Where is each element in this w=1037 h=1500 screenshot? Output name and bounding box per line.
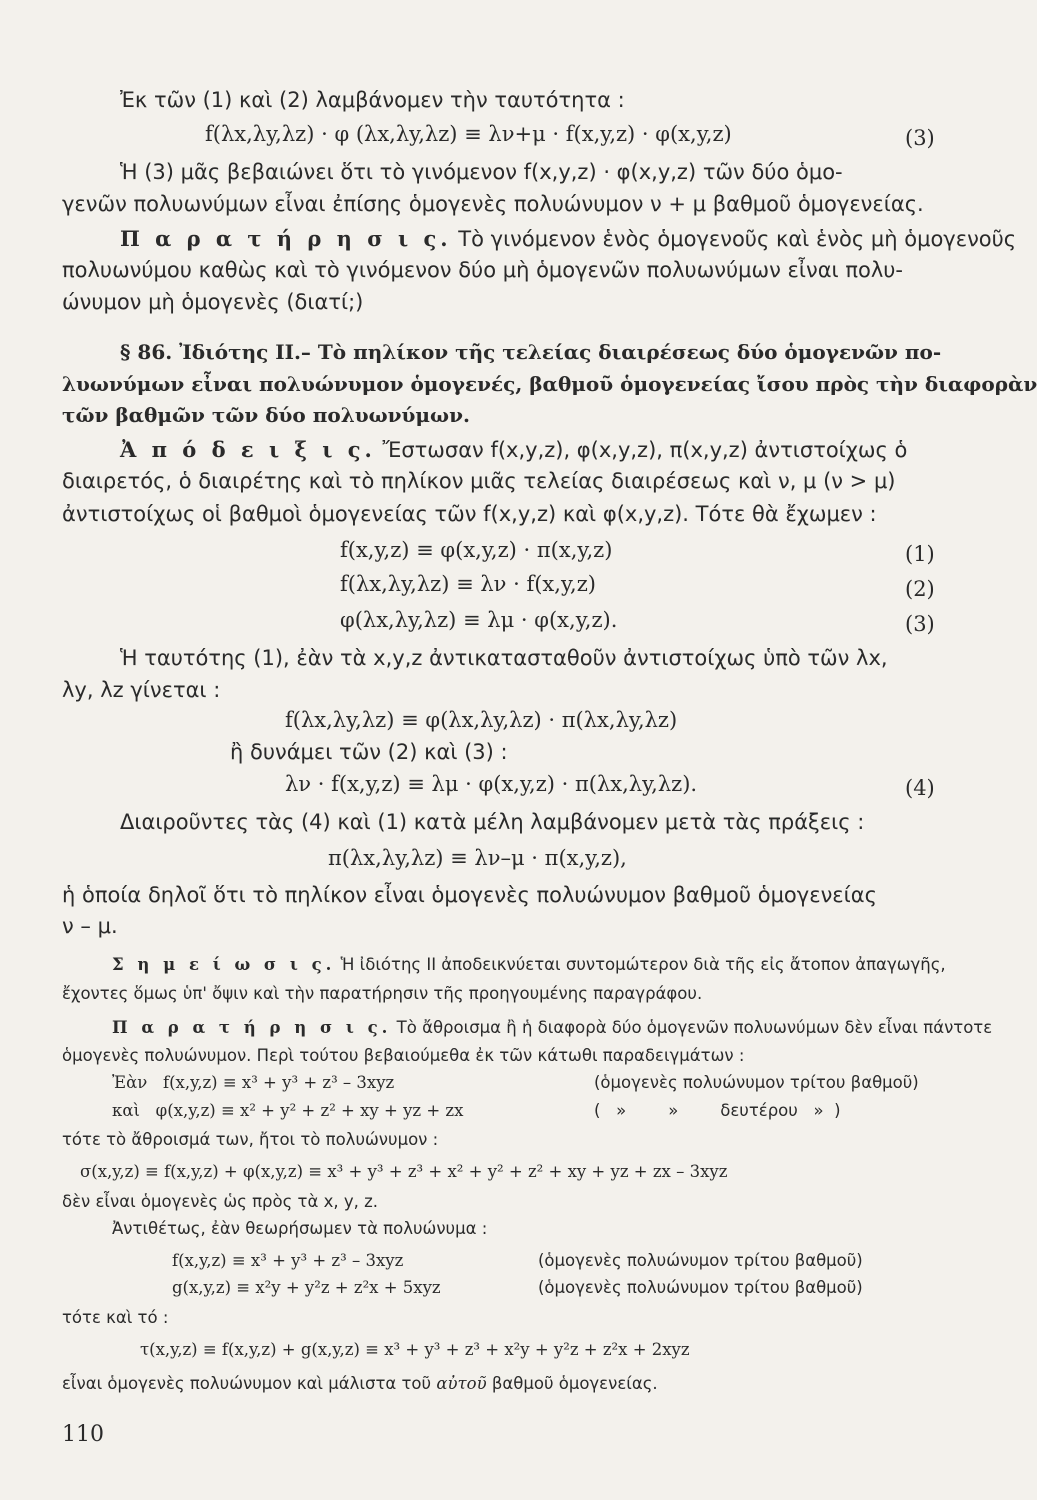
text-span: Ἔστωσαν f(x,y,z), φ(x,y,z), π(x,y,z) ἀντιστοίχως ὁ <box>382 438 908 462</box>
text-line: τότε τὸ ἄθροισμά των, ἤτοι τὸ πολυώνυμον : <box>62 1130 439 1149</box>
equation-number: (3) <box>905 612 935 636</box>
text-span: εἶναι ὁμογενὲς πολυώνυμον καὶ μάλιστα τοῦ <box>62 1374 432 1393</box>
text-line: ώνυμον μὴ ὁμογενὲς (διατί;) <box>62 290 364 314</box>
text-line: γενῶν πολυωνύμων εἶναι ἐπίσης ὁμογενὲς πολυώνυμον ν + μ βαθμοῦ ὁμογενείας. <box>62 192 924 216</box>
equation-number: (4) <box>905 776 935 800</box>
text-line: Διαιροῦντες τὰς (4) καὶ (1) κατὰ μέλη λαμβάνομεν μετὰ τὰς πράξεις : <box>120 810 865 834</box>
text-line: δὲν εἶναι ὁμογενὲς ὡς πρὸς τὰ x, y, z. <box>62 1192 378 1211</box>
equation-number: (3) <box>905 126 935 150</box>
section-heading: λυωνύμων εἶναι πολυώνυμον ὁμογενές, βαθμοῦ ὁμογενείας ἴσου πρὸς τὴν διαφορὰν <box>62 372 1037 396</box>
equation: f(x,y,z) ≡ φ(x,y,z) · π(x,y,z) <box>340 538 613 562</box>
section-heading: τῶν βαθμῶν τῶν δύο πολυωνύμων. <box>62 403 470 427</box>
equation: σ(x,y,z) ≡ f(x,y,z) + φ(x,y,z) ≡ x³ + y³ + z³ + x² + y² + z² + xy + yz + zx – 3xyz <box>80 1162 728 1181</box>
text-line: ( » » δευτέρου » ) <box>594 1101 841 1120</box>
text-line: ἔχοντες ὅμως ὑπ' ὄψιν καὶ τὴν παρατήρησιν τῆς προηγουμένης παραγράφου. <box>62 984 703 1003</box>
text-line: τότε καὶ τό : <box>62 1308 169 1327</box>
equation: f(x,y,z) ≡ x³ + y³ + z³ – 3xyz <box>172 1251 404 1270</box>
text-line: Ἡ ταυτότης (1), ἐὰν τὰ x,y,z ἀντικατασταθοῦν ἀντιστοίχως ὑπὸ τῶν λx, <box>120 646 888 670</box>
text-line: ἀντιστοίχως οἱ βαθμοὶ ὁμογενείας τῶν f(x,y,z) καὶ φ(x,y,z). Τότε θὰ ἔχωμεν : <box>62 502 877 526</box>
equation: f(λx,λy,λz) ≡ λν · f(x,y,z) <box>340 572 596 596</box>
equation: Ἐὰν f(x,y,z) ≡ x³ + y³ + z³ – 3xyz <box>112 1073 395 1092</box>
text-line: (ὁμογενὲς πολυώνυμον τρίτου βαθμοῦ) <box>538 1278 863 1297</box>
text-span: βαθμοῦ ὁμογενείας. <box>491 1374 658 1393</box>
equation-number: (1) <box>905 542 935 566</box>
text-line: (ὁμογενὲς πολυώνυμον τρίτου βαθμοῦ) <box>538 1251 863 1270</box>
text-line: λy, λz γίνεται : <box>62 678 221 702</box>
proof-heading: Ἀ π ό δ ε ι ξ ι ς. <box>120 437 376 462</box>
text-span: Τὸ ἄθροισμα ἢ ἡ διαφορὰ δύο ὁμογενῶν πολυωνύμων δὲν εἶναι πάντοτε <box>396 1018 993 1037</box>
text-line: Ἐκ τῶν (1) καὶ (2) λαμβάνομεν τὴν ταυτότητα : <box>120 88 625 112</box>
note-heading: Σ η μ ε ί ω σ ι ς. <box>112 955 336 974</box>
equation: τ(x,y,z) ≡ f(x,y,z) + g(x,y,z) ≡ x³ + y³ + z³ + x²y + y²z + z²x + 2xyz <box>140 1340 690 1359</box>
equation: καὶ φ(x,y,z) ≡ x² + y² + z² + xy + yz + zx <box>112 1101 464 1120</box>
remark-heading: Π α ρ α τ ή ρ η σ ι ς. <box>112 1018 392 1037</box>
text-span: Ἡ ἰδιότης ΙΙ ἀποδεικνύεται συντομώτερον διὰ τῆς εἰς ἄτοπον ἀπαγωγῆς, <box>340 955 946 974</box>
remark-heading: Π α ρ α τ ή ρ η σ ι ς. <box>120 226 452 251</box>
text-line: ν – μ. <box>62 914 118 938</box>
equation: λν · f(x,y,z) ≡ λμ · φ(x,y,z) · π(λx,λy,λz). <box>285 772 698 796</box>
equation-number: (2) <box>905 577 935 601</box>
page-number: 110 <box>62 1422 104 1447</box>
equation: f(λx,λy,λz) · φ (λx,λy,λz) ≡ λν+μ · f(x,y,z) · φ(x,y,z) <box>205 122 732 146</box>
text-line: Ἡ (3) μᾶς βεβαιώνει ὅτι τὸ γινόμενον f(x,y,z) · φ(x,y,z) τῶν δύο ὁμο- <box>120 160 843 184</box>
text-line: πολυωνύμου καθὼς καὶ τὸ γινόμενον δύο μὴ ὁμογενῶν πολυωνύμων εἶναι πολυ- <box>62 258 903 282</box>
text-span: Τὸ γινόμενον ἑνὸς ὁμογενοῦς καὶ ἑνὸς μὴ ὁμογενοῦς <box>458 227 1017 251</box>
text-line: Ἀντιθέτως, ἐὰν θεωρήσωμεν τὰ πολυώνυμα : <box>112 1219 488 1238</box>
equation: f(λx,λy,λz) ≡ φ(λx,λy,λz) · π(λx,λy,λz) <box>285 708 678 732</box>
text-line: ἢ δυνάμει τῶν (2) καὶ (3) : <box>230 740 508 764</box>
section-heading: § 86. Ἰδιότης ΙΙ.– Τὸ πηλίκον τῆς τελείας διαιρέσεως δύο ὁμογενῶν πο- <box>120 340 942 364</box>
equation: φ(λx,λy,λz) ≡ λμ · φ(x,y,z). <box>340 608 618 632</box>
text-line: ἡ ὁποία δηλοῖ ὅτι τὸ πηλίκον εἶναι ὁμογενὲς πολυώνυμον βαθμοῦ ὁμογενείας <box>62 883 877 907</box>
text-line: διαιρετός, ὁ διαιρέτης καὶ τὸ πηλίκον μιᾶς τελείας διαιρέσεως καὶ ν, μ (ν > μ) <box>62 469 896 493</box>
equation: π(λx,λy,λz) ≡ λν–μ · π(x,y,z), <box>328 846 627 870</box>
text-line: (ὁμογενὲς πολυώνυμον τρίτου βαθμοῦ) <box>594 1073 919 1092</box>
text-line: ὁμογενὲς πολυώνυμον. Περὶ τούτου βεβαιούμεθα ἐκ τῶν κάτωθι παραδειγμάτων : <box>62 1046 745 1065</box>
italic-word: αὐτοῦ <box>436 1374 487 1393</box>
equation: g(x,y,z) ≡ x²y + y²z + z²x + 5xyz <box>172 1278 441 1297</box>
